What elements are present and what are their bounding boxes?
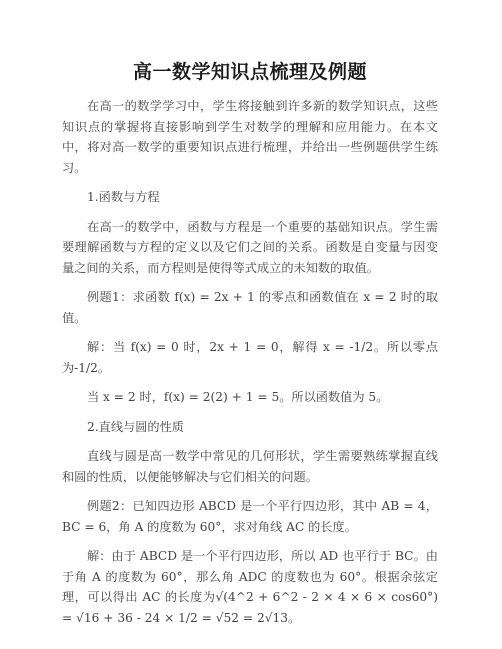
section-body-lines-circles: 直线与圆是高一数学中常见的几何形状，学生需要熟练掌握直线和圆的性质，以便能够解决与它们相关的问题。 — [62, 449, 438, 484]
document-title: 高一数学知识点梳理及例题 — [132, 61, 367, 83]
solution-1-part-b: 当 x = 2 时，f(x) = 2(2) + 1 = 5。所以函数值为 5。 — [87, 390, 389, 404]
section-body-functions: 在高一的数学中，函数与方程是一个重要的基础知识点。学生需要理解函数与方程的定义以及它们之间的关系。函数是自变量与因变量之间的关系，而方程则是使得等式成立的未知数的取值。 — [62, 219, 438, 275]
section-heading-functions: 1.函数与方程 — [87, 190, 160, 204]
example-1: 例题1：求函数 f(x) = 2x + 1 的零点和函数值在 x = 2 时的取值。 — [62, 290, 438, 325]
example-2: 例题2：已知四边形 ABCD 是一个平行四边形，其中 AB = 4，BC = 6，角 A 的度数为 60°，求对角线 AC 的长度。 — [62, 499, 438, 534]
intro-paragraph: 在高一的数学学习中，学生将接触到许多新的数学知识点，这些知识点的掌握将直接影响到学生对数学的理解和应用能力。在本文中，将对高一数学的重要知识点进行梳理，并给出一些例题供学生练习。 — [62, 99, 438, 175]
solution-1-part-a: 解：当 f(x) = 0 时，2x + 1 = 0，解得 x = -1/2。所以零点为-1/2。 — [62, 340, 438, 375]
solution-2: 解：由于 ABCD 是一个平行四边形，所以 AD 也平行于 BC。由于角 A 的度数为 60°，那么角 ADC 的度数也为 60°。根据余弦定理，可以得出 AC 的长度为√(4^2 + 6^2 - 2 × 4 × 6 × cos60°) = √16 + 36 - 24 × 1/2 = √52 = 2√13。 — [62, 549, 438, 625]
section-heading-lines-circles: 2.直线与圆的性质 — [87, 419, 184, 434]
